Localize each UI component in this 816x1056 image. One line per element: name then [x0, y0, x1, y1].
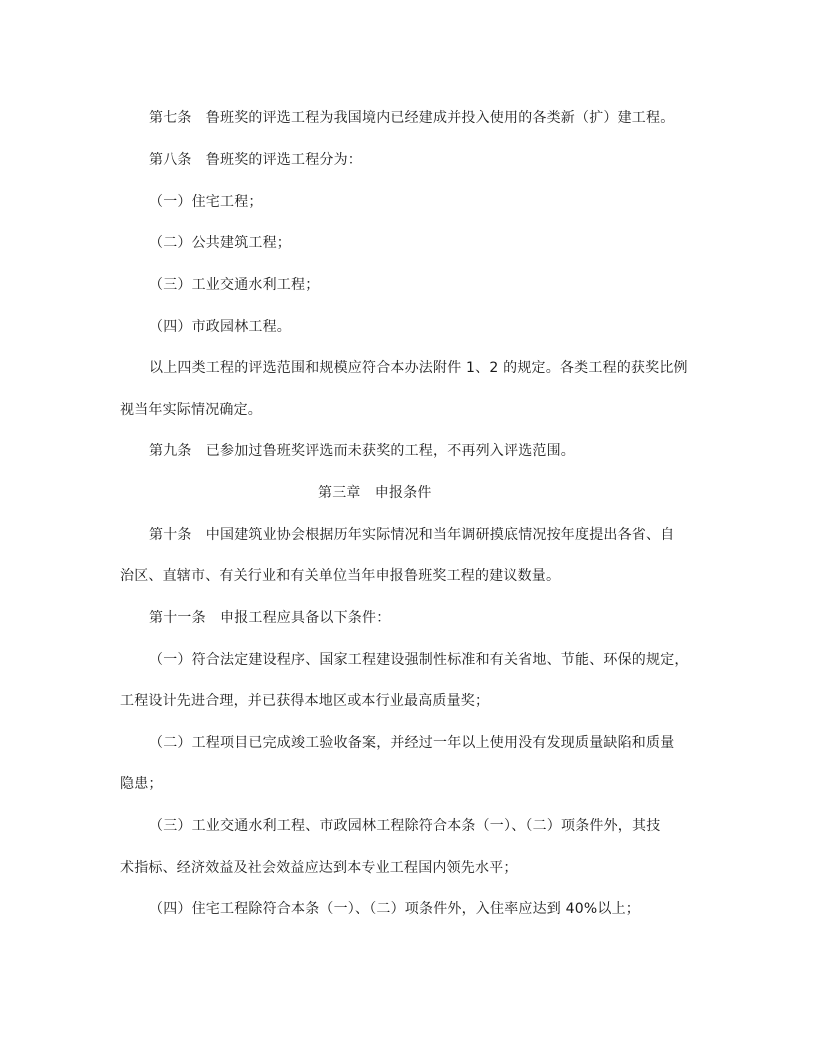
- article-9: 第九条 已参加过鲁班奖评选而未获奖的工程，不再列入评选范围。: [149, 443, 575, 459]
- scope-paragraph: 以上四类工程的评选范围和规模应符合本办法附件 1、2 的规定。各类工程的获奖比例: [149, 360, 688, 376]
- chapter-heading: 第三章 申报条件: [318, 485, 432, 501]
- article-10-cont: 治区、直辖市、有关行业和有关单位当年申报鲁班奖工程的建议数量。: [120, 568, 561, 584]
- condition-2: （二）工程项目已完成竣工验收备案，并经过一年以上使用没有发现质量缺陷和质量: [149, 735, 675, 751]
- article-10: 第十条 中国建筑业协会根据历年实际情况和当年调研摸底情况按年度提出各省、自: [149, 527, 675, 543]
- article-7: 第七条 鲁班奖的评选工程为我国境内已经建成并投入使用的各类新（扩）建工程。: [149, 110, 675, 126]
- list-item-industrial: （三）工业交通水利工程；: [149, 277, 320, 293]
- list-item-public-building: （二）公共建筑工程；: [149, 235, 291, 251]
- condition-3-cont: 术指标、经济效益及社会效益应达到本专业工程国内领先水平；: [120, 860, 518, 876]
- article-11: 第十一条 申报工程应具备以下条件：: [149, 610, 391, 626]
- condition-2-cont: 隐患；: [120, 776, 163, 792]
- condition-1: （一）符合法定建设程序、国家工程建设强制性标准和有关省地、节能、环保的规定，: [149, 652, 689, 668]
- list-item-residential: （一）住宅工程；: [149, 194, 263, 210]
- condition-1-cont: 工程设计先进合理，并已获得本地区或本行业最高质量奖；: [120, 693, 490, 709]
- scope-paragraph-cont: 视当年实际情况确定。: [120, 402, 262, 418]
- article-8: 第八条 鲁班奖的评选工程分为：: [149, 152, 362, 168]
- condition-4: （四）住宅工程除符合本条（一）、（二）项条件外，入住率应达到 40%以上；: [149, 901, 640, 917]
- condition-3: （三）工业交通水利工程、市政园林工程除符合本条（一）、（二）项条件外，其技: [149, 818, 661, 834]
- list-item-municipal: （四）市政园林工程。: [149, 319, 291, 335]
